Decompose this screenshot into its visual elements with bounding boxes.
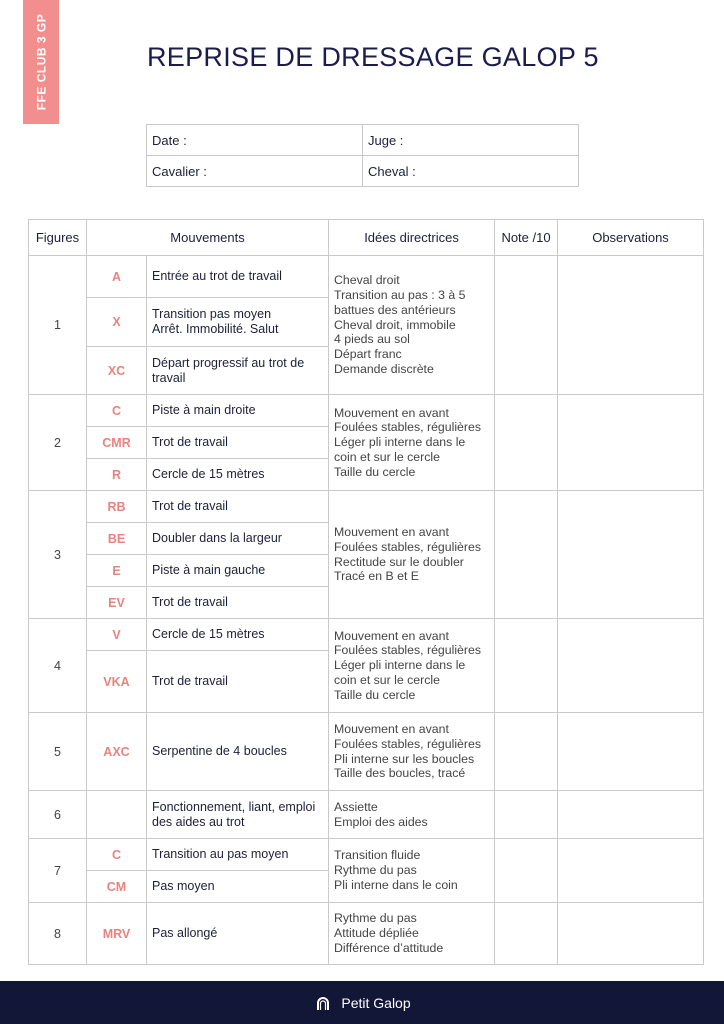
guiding-ideas: Mouvement en avant Foulées stables, régulières Rectitude sur le doubler Tracé en B et E [329,491,495,619]
note-cell[interactable] [495,791,558,839]
observations-cell[interactable] [558,791,704,839]
figure-number: 2 [29,395,87,491]
footer-bar [0,981,724,1024]
figure-number: 5 [29,713,87,791]
juge-field[interactable]: Juge : [363,125,579,156]
cavalier-field[interactable]: Cavalier : [147,156,363,187]
guiding-ideas: Mouvement en avant Foulées stables, régulières Léger pli interne dans le coin et sur le cercle Taille du cercle [329,395,495,491]
table-row [29,791,704,839]
table-row [29,713,704,791]
movement-code: A [87,256,147,298]
footer-brand: Petit Galop [341,994,411,1011]
movement-code: CM [87,871,147,903]
date-field[interactable]: Date : [147,125,363,156]
side-tab-label [23,0,59,124]
movement-text: Fonctionnement, liant, emploi des aides au trot [147,791,329,839]
table-row [29,491,704,523]
movement-text: Pas moyen [147,871,329,903]
guiding-ideas: Mouvement en avant Foulées stables, régulières Léger pli interne dans le coin et sur le cercle Taille du cercle [329,619,495,713]
movement-text: Transition pas moyen Arrêt. Immobilité. Salut [147,298,329,347]
note-cell[interactable] [495,491,558,619]
movement-code: V [87,619,147,651]
table-row [29,256,704,298]
movement-text: Piste à main gauche [147,555,329,587]
observations-cell[interactable] [558,903,704,965]
movement-code: R [87,459,147,491]
movement-code: AXC [87,713,147,791]
guiding-ideas: Transition fluide Rythme du pas Pli interne dans le coin [329,839,495,903]
movement-code: XC [87,347,147,395]
movement-code: X [87,298,147,347]
movement-code: BE [87,523,147,555]
header-idees: Idées directrices [329,220,495,256]
observations-cell[interactable] [558,256,704,395]
observations-cell[interactable] [558,619,704,713]
observations-cell[interactable] [558,839,704,903]
header-figures: Figures [29,220,87,256]
side-tab-text: FFE CLUB 3 GP [34,13,49,111]
table-row [29,839,704,871]
movement-text: Départ progressif au trot de travail [147,347,329,395]
movement-code: CMR [87,427,147,459]
guiding-ideas: Assiette Emploi des aides [329,791,495,839]
note-cell[interactable] [495,713,558,791]
movement-text: Piste à main droite [147,395,329,427]
guiding-ideas: Cheval droit Transition au pas : 3 à 5 battues des antérieurs Cheval droit, immobile 4 pieds au sol Départ franc Demande discrète [329,256,495,395]
figure-number: 7 [29,839,87,903]
horseshoe-icon [313,993,333,1013]
cheval-field[interactable]: Cheval : [363,156,579,187]
movement-text: Trot de travail [147,651,329,713]
note-cell[interactable] [495,619,558,713]
table-row [29,903,704,965]
figure-number: 4 [29,619,87,713]
movement-text: Serpentine de 4 boucles [147,713,329,791]
note-cell[interactable] [495,903,558,965]
header-observations: Observations [558,220,704,256]
movement-code: RB [87,491,147,523]
figure-number: 8 [29,903,87,965]
observations-cell[interactable] [558,713,704,791]
movement-code: C [87,839,147,871]
movement-text: Trot de travail [147,427,329,459]
table-row [29,619,704,651]
dressage-table [28,219,704,965]
movement-text: Cercle de 15 mètres [147,459,329,491]
movement-code: C [87,395,147,427]
header-note: Note /10 [495,220,558,256]
table-row [29,395,704,427]
note-cell[interactable] [495,256,558,395]
movement-text: Trot de travail [147,587,329,619]
header-mouvements: Mouvements [87,220,329,256]
note-cell[interactable] [495,839,558,903]
guiding-ideas: Rythme du pas Attitude dépliée Différence d’attitude [329,903,495,965]
movement-code [87,791,147,839]
movement-text: Pas allongé [147,903,329,965]
movement-text: Transition au pas moyen [147,839,329,871]
movement-text: Cercle de 15 mètres [147,619,329,651]
note-cell[interactable] [495,395,558,491]
figure-number: 6 [29,791,87,839]
movement-text: Entrée au trot de travail [147,256,329,298]
movement-code: E [87,555,147,587]
figure-number: 3 [29,491,87,619]
movement-text: Doubler dans la largeur [147,523,329,555]
movement-code: EV [87,587,147,619]
movement-code: MRV [87,903,147,965]
guiding-ideas: Mouvement en avant Foulées stables, régulières Pli interne sur les boucles Taille des boucles, tracé [329,713,495,791]
observations-cell[interactable] [558,395,704,491]
figure-number: 1 [29,256,87,395]
info-table [146,124,579,187]
observations-cell[interactable] [558,491,704,619]
page-title: REPRISE DE DRESSAGE GALOP 5 [147,42,599,72]
movement-text: Trot de travail [147,491,329,523]
movement-code: VKA [87,651,147,713]
